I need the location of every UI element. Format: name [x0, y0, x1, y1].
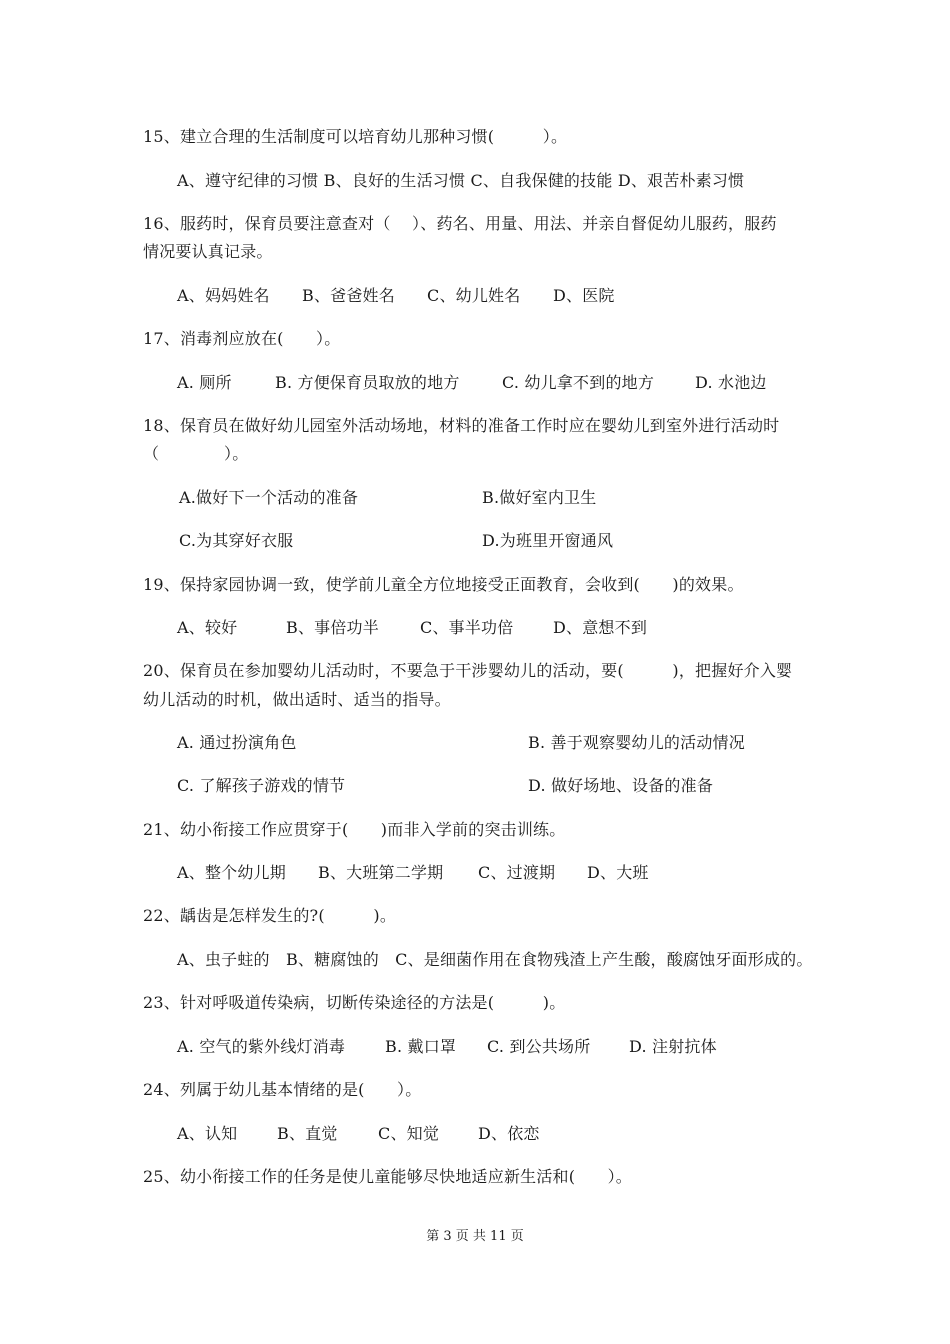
- question-25: 25、幼小衔接工作的任务是使儿童能够尽快地适应新生活和( ）。: [143, 1167, 633, 1186]
- question-24-option-c: C、知觉: [378, 1124, 440, 1143]
- question-17-option-c: C. 幼儿拿不到的地方: [502, 373, 655, 392]
- question-17: 17、消毒剂应放在( ）。: [143, 329, 341, 348]
- question-19-option-d: D、意想不到: [553, 618, 648, 637]
- question-24-option-b: B、直觉: [277, 1124, 338, 1143]
- question-20-option-b: B. 善于观察婴幼儿的活动情况: [528, 733, 745, 752]
- question-16-option-c: C、幼儿姓名: [427, 286, 521, 305]
- question-18-line1: 18、保育员在做好幼儿园室外活动场地，材料的准备工作时应在婴幼儿到室外进行活动时: [143, 416, 780, 435]
- question-21-option-b: B、大班第二学期: [318, 863, 444, 882]
- question-23-option-a: A. 空气的紫外线灯消毒: [177, 1037, 346, 1056]
- question-16-option-b: B、爸爸姓名: [302, 286, 395, 305]
- question-23-option-c: C. 到公共场所: [487, 1037, 591, 1056]
- question-20-option-d: D. 做好场地、设备的准备: [528, 776, 714, 795]
- question-24: 24、列属于幼儿基本情绪的是( ）。: [143, 1080, 422, 1099]
- question-21: 21、幼小衔接工作应贯穿于( )而非入学前的突击训练。: [143, 820, 566, 839]
- question-19-option-a: A、较好: [177, 618, 238, 637]
- question-18-line2: （ ）。: [143, 444, 249, 463]
- question-16-line1: 16、服药时，保育员要注意查对（ ）、药名、用量、用法、并亲自督促幼儿服药，服药: [143, 214, 777, 233]
- question-15-options: A、遵守纪律的习惯 B、良好的生活习惯 C、自我保健的技能 D、艰苦朴素习惯: [177, 171, 745, 190]
- question-23-option-b: B. 戴口罩: [385, 1037, 457, 1056]
- question-18-option-b: B.做好室内卫生: [482, 488, 597, 507]
- question-20-option-c: C. 了解孩子游戏的情节: [177, 776, 346, 795]
- question-15: 15、建立合理的生活制度可以培育幼儿那种习惯( ）。: [143, 127, 568, 146]
- question-24-option-a: A、认知: [177, 1124, 238, 1143]
- question-19-option-b: B、事倍功半: [286, 618, 379, 637]
- question-18-option-c: C.为其穿好衣服: [179, 531, 294, 550]
- question-17-option-a: A. 厕所: [177, 373, 232, 392]
- question-19: 19、保持家园协调一致，使学前儿童全方位地接受正面教育，会收到( )的效果。: [143, 575, 744, 594]
- question-21-option-c: C、过渡期: [478, 863, 556, 882]
- question-18-option-d: D.为班里开窗通风: [482, 531, 614, 550]
- page-footer: 第 3 页 共 11 页: [426, 1229, 524, 1244]
- question-21-option-a: A、整个幼儿期: [177, 863, 286, 882]
- question-23: 23、针对呼吸道传染病，切断传染途径的方法是( )。: [143, 993, 566, 1012]
- question-20-line1: 20、保育员在参加婴幼儿活动时，不要急于干涉婴幼儿的活动，要( )，把握好介入婴: [143, 661, 793, 680]
- question-24-option-d: D、依恋: [478, 1124, 540, 1143]
- question-21-option-d: D、大班: [587, 863, 649, 882]
- question-18-option-a: A.做好下一个活动的准备: [179, 488, 359, 507]
- question-16-option-d: D、医院: [553, 286, 615, 305]
- question-23-option-d: D. 注射抗体: [629, 1037, 717, 1056]
- question-22: 22、龋齿是怎样发生的?( )。: [143, 906, 397, 925]
- question-22-options: A、虫子蛀的 B、糖腐蚀的 C、是细菌作用在食物残渣上产生酸，酸腐蚀牙面形成的。: [177, 950, 813, 969]
- question-16-option-a: A、妈妈姓名: [177, 286, 270, 305]
- question-19-option-c: C、事半功倍: [420, 618, 514, 637]
- question-17-option-b: B. 方便保育员取放的地方: [275, 373, 460, 392]
- question-16-line2: 情况要认真记录。: [143, 242, 273, 261]
- question-17-option-d: D. 水池边: [695, 373, 767, 392]
- question-20-line2: 幼儿活动的时机，做出适时、适当的指导。: [143, 690, 451, 709]
- question-20-option-a: A. 通过扮演角色: [177, 733, 297, 752]
